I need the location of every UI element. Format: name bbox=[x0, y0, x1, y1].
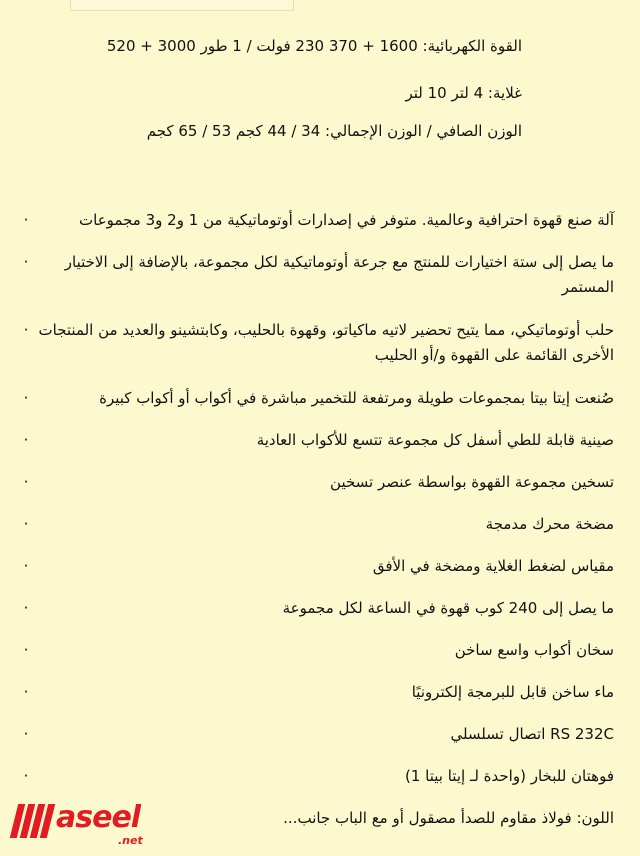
feature-item bbox=[23, 386, 614, 411]
bullet-icon: · bbox=[23, 641, 29, 659]
feature-item bbox=[23, 722, 614, 747]
bullet-icon: · bbox=[23, 253, 29, 271]
feature-item bbox=[23, 764, 614, 789]
feature-item bbox=[23, 428, 614, 453]
bullet-icon: · bbox=[23, 211, 29, 229]
bullet-icon: · bbox=[23, 599, 29, 617]
feature-item bbox=[23, 208, 614, 233]
bullet-icon: · bbox=[23, 725, 29, 743]
feature-item bbox=[23, 680, 614, 705]
feature-item bbox=[23, 250, 614, 300]
bullet-icon: · bbox=[23, 473, 29, 491]
watermark-logo bbox=[8, 800, 143, 848]
bullet-icon: · bbox=[23, 683, 29, 701]
feature-text: آلة صنع قهوة احترافية وعالمية. متوفر في إصدارات أوتوماتيكية من 1 و2 و3 مجموعات bbox=[79, 211, 614, 229]
feature-item bbox=[23, 470, 614, 495]
spec-boiler: غلاية: 4 لتر 10 لتر bbox=[405, 84, 522, 102]
feature-text: فوهتان للبخار (واحدة لـ إيتا بيتا 1) bbox=[405, 767, 614, 785]
bullet-icon: · bbox=[23, 767, 29, 785]
feature-item bbox=[23, 554, 614, 579]
bullet-icon: · bbox=[23, 557, 29, 575]
feature-text: اللون: فولاذ مقاوم للصدأ مصقول أو مع الباب جانب... bbox=[283, 809, 614, 827]
feature-text: حلب أوتوماتيكي، مما يتيح تحضير لاتيه ماكياتو، وقهوة بالحليب، وكابتشينو والعديد من المنتجات الأخرى القائمة على القهوة و/أو الحليب bbox=[38, 321, 614, 364]
watermark-brand: aseel bbox=[56, 800, 141, 835]
feature-text: صُنعت إيتا بيتا بمجموعات طويلة ومرتفعة للتخمير مباشرة في أكواب أو أكواب كبيرة bbox=[99, 389, 614, 407]
feature-text: ما يصل إلى ستة اختيارات للمنتج مع جرعة أوتوماتيكية لكل مجموعة، بالإضافة إلى الاختيار المستمر bbox=[64, 253, 614, 296]
feature-text: RS 232C اتصال تسلسلي bbox=[450, 725, 614, 743]
feature-text: مقياس لضغط الغلاية ومضخة في الأفق bbox=[372, 557, 614, 575]
bullet-icon: · bbox=[23, 515, 29, 533]
feature-text: تسخين مجموعة القهوة بواسطة عنصر تسخين bbox=[330, 473, 614, 491]
spec-power: القوة الكهربائية: 1600 + 370 230 فولت / 1 طور 3000 + 520 bbox=[106, 37, 522, 55]
feature-item bbox=[23, 318, 614, 368]
feature-item bbox=[23, 512, 614, 537]
bullet-icon: · bbox=[23, 389, 29, 407]
spec-weight: الوزن الصافي / الوزن الإجمالي: 34 / 44 كجم 53 / 65 كجم bbox=[146, 122, 522, 140]
watermark-suffix: .net bbox=[118, 834, 143, 847]
feature-text: سخان أكواب واسع ساخن bbox=[454, 641, 614, 659]
feature-text: ما يصل إلى 240 كوب قهوة في الساعة لكل مجموعة bbox=[282, 599, 614, 617]
feature-item bbox=[23, 596, 614, 621]
feature-text: ماء ساخن قابل للبرمجة إلكترونيًا bbox=[411, 683, 614, 701]
bullet-icon: · bbox=[23, 321, 29, 339]
feature-text: صينية قابلة للطي أسفل كل مجموعة تتسع للأكواب العادية bbox=[256, 431, 614, 449]
feature-text: مضخة محرك مدمجة bbox=[485, 515, 614, 533]
bullet-icon: · bbox=[23, 431, 29, 449]
feature-item bbox=[23, 638, 614, 663]
